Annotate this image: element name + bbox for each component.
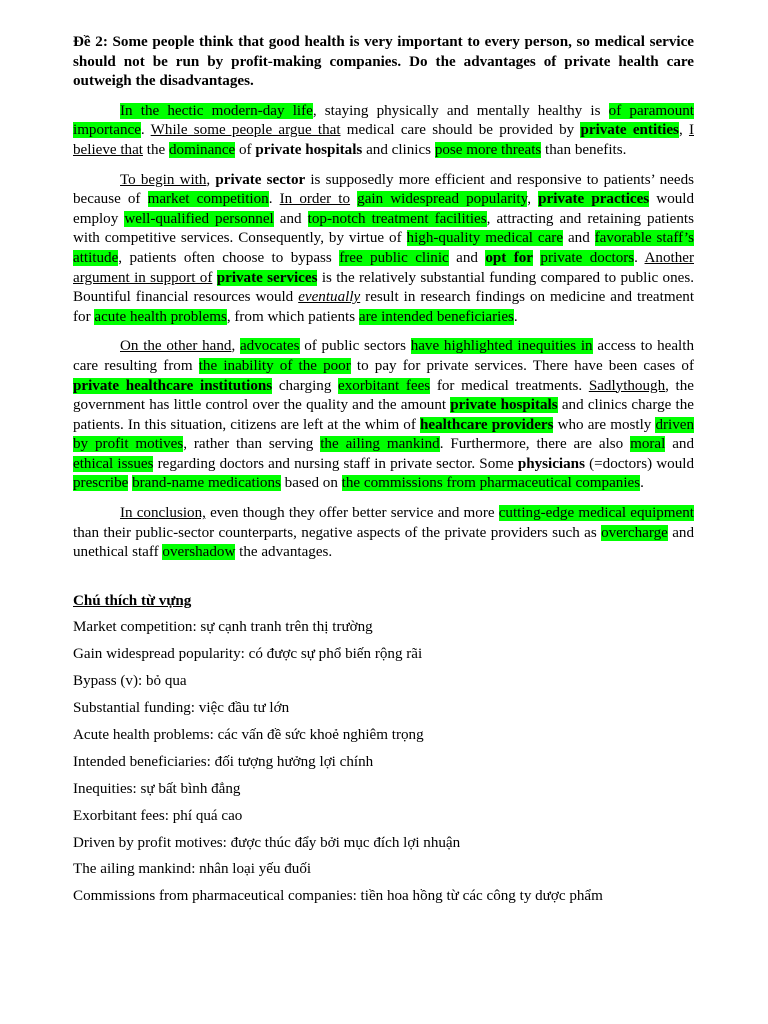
text-run: . <box>640 475 644 492</box>
highlighted-phrase: dominance <box>169 141 236 158</box>
text-run: , <box>206 171 216 188</box>
essay-document <box>73 33 694 914</box>
text-run: , <box>527 191 539 208</box>
text-run: of <box>235 141 256 158</box>
text-run: would employ <box>73 191 695 227</box>
highlighted-phrase: overshadow <box>162 544 236 561</box>
highlighted-phrase: overcharge <box>601 524 668 541</box>
text-run: and <box>448 249 486 266</box>
highlighted-phrase: gain widespread popularity <box>357 191 528 208</box>
highlighted-phrase: acute health problems <box>94 308 227 325</box>
text-run: than benefits. <box>541 141 627 158</box>
vocab-item: Inequities: sự bất bình đẳng <box>73 780 241 797</box>
highlighted-phrase: the ailing mankind <box>320 436 440 453</box>
text-run: is the relatively substantial funding compared to public ones. Bountiful financial resources would <box>73 269 695 306</box>
text-run: , from which patients <box>226 308 359 325</box>
text-run: than their public-sector counterparts, negative aspects of the private providers such as <box>73 524 602 541</box>
highlighted-phrase: top-notch treatment facilities <box>307 210 487 227</box>
highlighted-phrase: the commissions from pharmaceutical companies <box>341 475 641 492</box>
text-run: eventually <box>298 289 361 306</box>
text-run: of public sectors <box>299 338 411 355</box>
text-run: is supposedly more efficient and responsive to patients’ needs because of <box>73 171 695 208</box>
text-run: for medical treatments. <box>430 377 589 394</box>
text-run: private sector <box>215 171 306 188</box>
text-run: charging <box>272 377 339 394</box>
text-run: result in research findings on medicine and treatment for <box>73 289 695 325</box>
text-run: . <box>513 308 518 325</box>
text-run: and unethical staff <box>73 524 694 561</box>
text-run: and <box>273 210 308 227</box>
vocab-item: Commissions from pharmaceutical companies: tiền hoa hồng từ các công ty dược phẩm <box>73 888 603 905</box>
text-run: In order to <box>279 191 351 208</box>
highlighted-phrase: cutting-edge medical equipment <box>498 505 694 522</box>
text-run: , <box>678 122 689 139</box>
text-run: , staying physically and mentally healthy is <box>312 102 609 119</box>
paragraph-conclusion <box>73 504 694 563</box>
highlighted-phrase: private doctors <box>540 249 635 266</box>
highlighted-phrase: pose more threats <box>434 141 542 158</box>
prompt-label: Đề 2: <box>73 34 108 50</box>
text-run: , the government has little control over the quality and the amount <box>73 377 694 414</box>
text-run: In conclusion, <box>120 505 206 522</box>
text-run: the advantages. <box>235 544 333 561</box>
vocab-item: The ailing mankind: nhân loại yếu đuối <box>73 861 312 878</box>
vocab-item: Market competition: sự cạnh tranh trên thị trường <box>73 619 373 636</box>
text-run: , rather than serving <box>183 436 321 453</box>
text-run: based on <box>280 475 342 492</box>
text-run: to pay for private services. There have been cases of <box>350 357 694 374</box>
vocab-item: Intended beneficiaries: đối tượng hưởng lợi chính <box>73 753 374 770</box>
text-run: and <box>563 230 595 247</box>
vocab-heading: Chú thích từ vựng <box>73 592 192 609</box>
highlighted-phrase: ethical issues <box>73 455 154 472</box>
text-run: . <box>268 191 280 208</box>
text-run: Sadlythough <box>588 377 666 394</box>
highlighted-phrase: private practices <box>538 191 650 208</box>
highlighted-phrase: free public clinic <box>339 249 449 266</box>
paragraph-body-1 <box>73 171 694 328</box>
text-run: I believe that <box>73 122 694 158</box>
text-run: To begin with <box>120 171 207 188</box>
highlighted-phrase: have highlighted inequities in <box>410 338 593 355</box>
highlighted-phrase: opt for <box>485 249 533 266</box>
text-run: , patients often choose to bypass <box>118 249 340 266</box>
text-run: the <box>143 141 169 158</box>
highlighted-phrase: are intended beneficiaries <box>358 308 514 325</box>
text-run: While some people argue that <box>150 122 341 139</box>
paragraph-body-2 <box>73 337 694 494</box>
text-run: , attracting and retaining patients with competitive services. Consequently, by virtue of <box>73 210 694 247</box>
highlighted-phrase: market competition <box>147 191 269 208</box>
vocab-list <box>73 618 694 907</box>
highlighted-phrase: favorable staff’s attitude <box>73 230 694 266</box>
text-run: even though they offer better service and more <box>205 505 499 522</box>
essay-prompt <box>73 33 694 92</box>
highlighted-phrase: private hospitals <box>450 397 558 414</box>
highlighted-phrase: In the hectic modern-day life <box>120 102 313 119</box>
text-run: Another argument in support of <box>73 249 694 286</box>
highlighted-phrase: driven by profit motives <box>73 416 694 453</box>
text-run: and clinics charge the patients. In this situation, citizens are left at the whim of <box>73 397 694 433</box>
text-run: . Furthermore, there are also <box>439 436 631 453</box>
highlighted-phrase: private healthcare institutions <box>73 377 273 394</box>
text-run: and <box>665 436 695 453</box>
highlighted-phrase: healthcare providers <box>419 416 554 433</box>
highlighted-phrase: exorbitant fees <box>338 377 431 394</box>
text-run: private hospitals <box>255 141 363 158</box>
text-run: medical care should be provided by <box>340 122 581 139</box>
paragraph-introduction <box>73 102 694 161</box>
text-run: , <box>231 338 240 355</box>
text-run: and clinics <box>362 141 435 158</box>
text-run: physicians <box>517 455 585 472</box>
highlighted-phrase: brand-name medications <box>132 475 281 492</box>
text-run: . <box>634 249 645 266</box>
text-run: . <box>140 122 151 139</box>
highlighted-phrase: well-qualified personnel <box>124 210 274 227</box>
text-run: regarding doctors and nursing staff in private sector. Some <box>153 455 518 472</box>
vocab-item: Exorbitant fees: phí quá cao <box>73 807 243 824</box>
text-run: who are mostly <box>553 416 656 433</box>
highlighted-phrase: prescribe <box>73 475 129 492</box>
vocab-item: Gain widespread popularity: có được sự phổ biến rộng rãi <box>73 646 423 663</box>
highlighted-phrase: private services <box>216 269 318 286</box>
prompt-text: Some people think that good health is very important to every person, so medical service should not be run by profit-making companies. Do the advantages of private health care outweigh the disadvantages. <box>73 34 695 90</box>
vocab-item: Driven by profit motives: được thúc đẩy bởi mục đích lợi nhuận <box>73 834 461 851</box>
highlighted-phrase: of paramount importance <box>73 102 694 139</box>
text-run: On the other hand <box>120 338 232 355</box>
text-run: (=doctors) would <box>584 455 694 472</box>
text-run: access to health care resulting from <box>73 338 694 374</box>
highlighted-phrase: high-quality medical care <box>406 230 564 247</box>
vocab-item: Substantial funding: việc đầu tư lớn <box>73 700 290 717</box>
highlighted-phrase: the inability of the poor <box>198 357 351 374</box>
highlighted-phrase: advocates <box>239 338 300 355</box>
highlighted-phrase: private entities <box>580 122 679 139</box>
highlighted-phrase: moral <box>630 436 666 453</box>
vocab-item: Acute health problems: các vấn đề sức khoẻ nghiêm trọng <box>73 727 424 743</box>
vocab-item: Bypass (v): bỏ qua <box>73 673 187 690</box>
